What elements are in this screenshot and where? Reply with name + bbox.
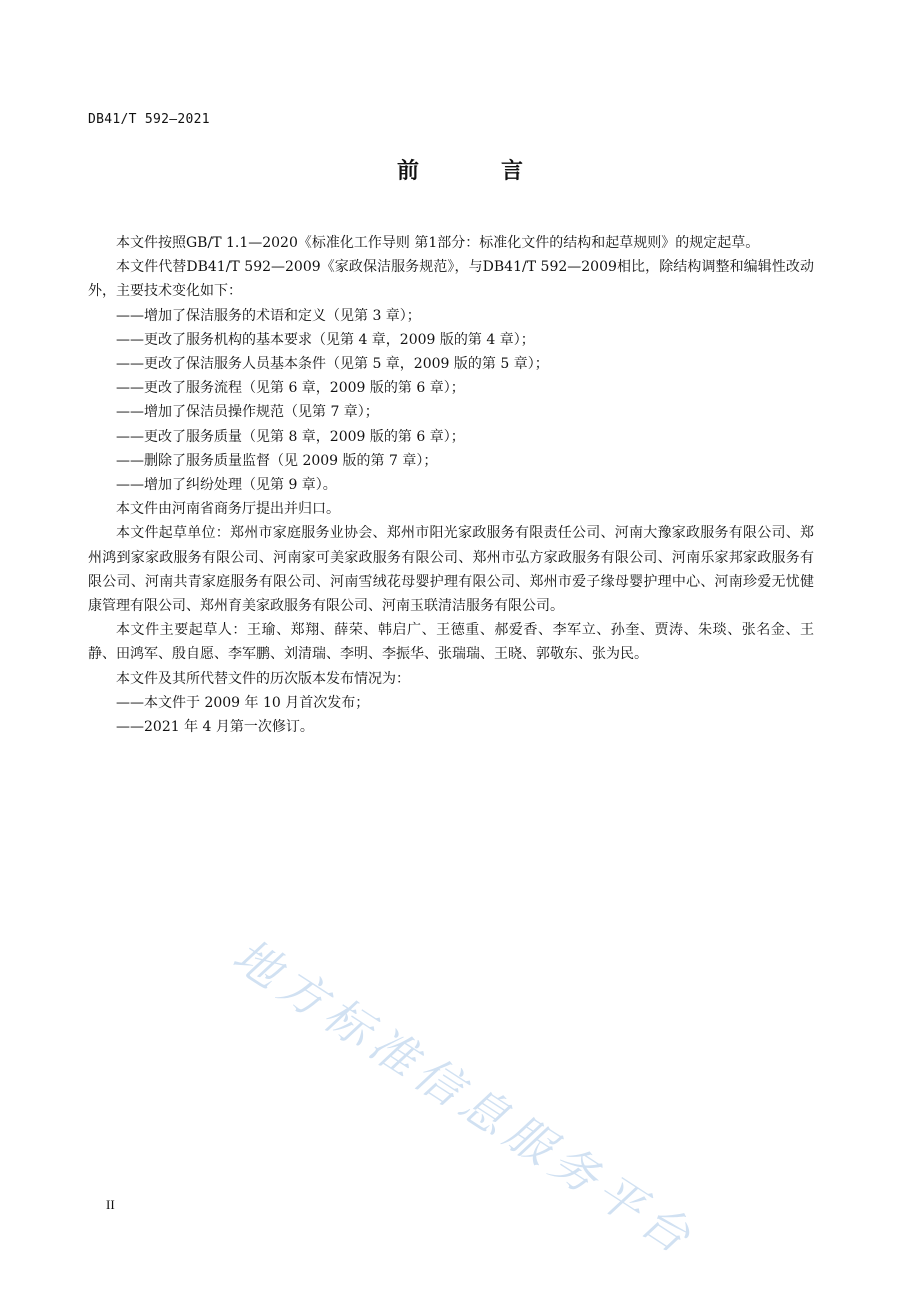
change-item: ——增加了保洁服务的术语和定义（见第 3 章）； <box>116 307 421 324</box>
preface-body <box>88 231 814 739</box>
paragraph-proposer: 本文件由河南省商务厅提出并归口。 <box>116 501 340 518</box>
change-item: ——更改了服务流程（见第 6 章，2009 版的第 6 章）； <box>116 380 465 397</box>
paragraph-replacement: 本文件代替DB41/T 592—2009《家政保洁服务规范》，与DB41/T 592—2009相比，除结构调整和编辑性改动外，主要技术变化如下： <box>88 259 814 300</box>
change-item: ——增加了纠纷处理（见第 9 章）。 <box>116 477 337 494</box>
paragraph-drafters: 本文件主要起草人：王瑜、郑翔、薛荣、韩启广、王德重、郝爱香、李军立、孙奎、贾涛、朱琰、张名金、王静、田鸿军、殷自愿、李军鹏、刘清瑞、李明、李振华、张瑞瑞、王晓、郭敬东、张为民。 <box>88 622 814 663</box>
page-number: II <box>106 1197 115 1212</box>
change-item: ——更改了保洁服务人员基本条件（见第 5 章，2009 版的第 5 章）； <box>116 356 549 373</box>
version-item: ——本文件于 2009 年 10 月首次发布； <box>116 694 370 711</box>
change-item: ——增加了保洁员操作规范（见第 7 章）； <box>116 404 379 421</box>
version-item: ——2021 年 4 月第一次修订。 <box>116 719 314 736</box>
paragraph-drafting-rule: 本文件按照GB/T 1.1—2020《标准化工作导则 第1部分：标准化文件的结构和起草规则》的规定起草。 <box>116 235 760 251</box>
watermark-text: 地方标准信息服务平台 <box>223 927 706 1268</box>
change-item: ——更改了服务质量（见第 8 章，2009 版的第 6 章）； <box>116 428 465 445</box>
page-title: 前 言 <box>396 159 553 184</box>
change-item: ——删除了服务质量监督（见 2009 版的第 7 章）； <box>116 452 438 469</box>
document-code: DB41/T 592—2021 <box>88 112 210 127</box>
change-item: ——更改了服务机构的基本要求（见第 4 章，2009 版的第 4 章）； <box>116 331 535 348</box>
paragraph-drafting-units: 本文件起草单位：郑州市家庭服务业协会、郑州市阳光家政服务有限责任公司、河南大豫家政服务有限公司、郑州鸿到家家政服务有限公司、河南家可美家政服务有限公司、郑州市弘方家政服务有限公司、河南乐家邦家政服务有限公司、河南共青家庭服务有限公司、河南雪绒花母婴护理有限公司、郑州市爱子缘母婴护理中心、河南珍爱无忧健康管理有限公司、郑州育美家政服务有限公司、河南玉联清洁服务有限公司。 <box>88 525 814 615</box>
paragraph-version-history: 本文件及其所代替文件的历次版本发布情况为： <box>116 670 410 687</box>
